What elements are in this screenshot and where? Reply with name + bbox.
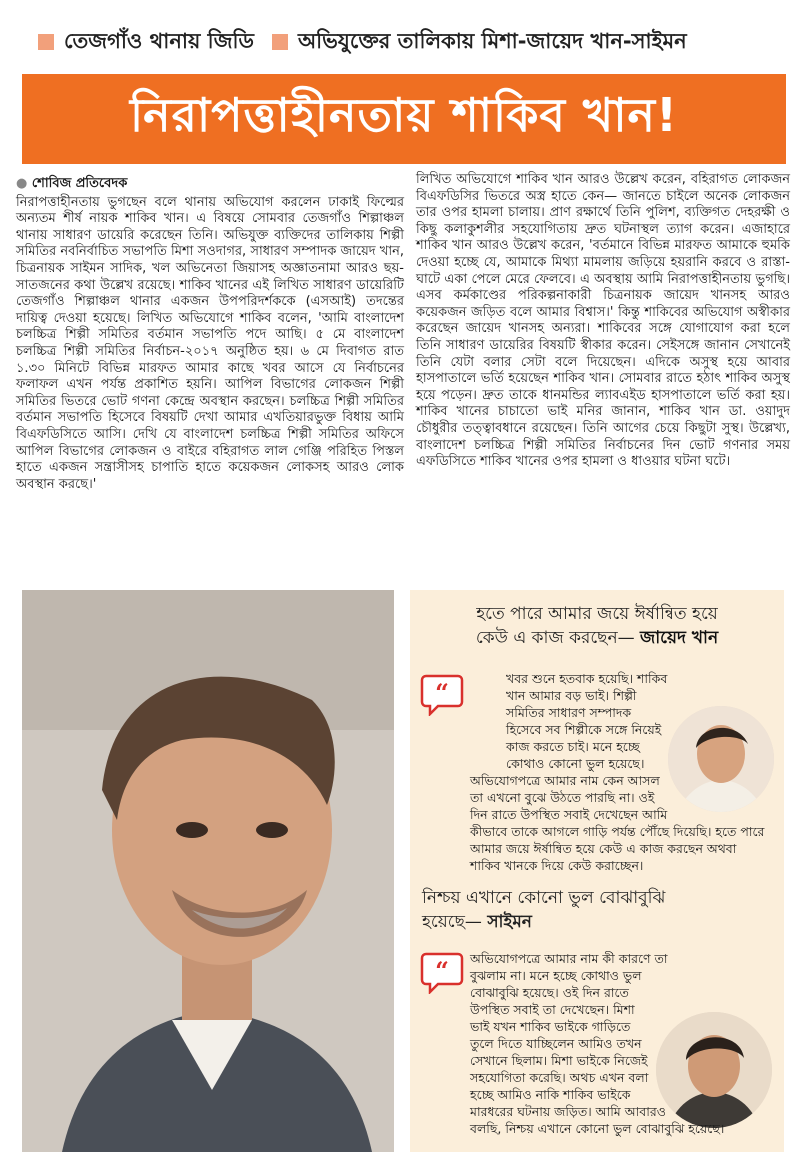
quote2-speaker: সাইমন [487,912,532,932]
quote2-text [470,950,772,1137]
byline [16,176,404,193]
quote-bubble-icon [420,950,464,994]
square-bullet-icon [38,34,54,50]
quote1-heading [420,602,774,650]
quote2-heading-text: হয়েছে— [422,912,482,932]
quote1-speaker: জায়েদ খান [640,628,719,648]
quote1-heading-line1: হতে পারে আমার জয়ে ঈর্ষান্বিত হয়ে [476,604,718,624]
svg-text:“: “ [435,956,449,985]
portrait-illustration [22,590,394,1152]
quote1-heading-text: কেউ এ কাজ করছেন— [475,628,635,648]
byline-text: শোবিজ প্রতিবেদক [31,176,128,191]
main-photo [22,590,394,1152]
quote2-heading-line2 [422,910,772,934]
article-text-left: নিরাপত্তাহীনতায় ভুগছেন বলে থানায় অভিযোগ করলেন ঢাকাই ফিল্মের অন্যতম শীর্ষ নায়ক শাকিব খান। এ বিষয়ে সোমবার তেজগাঁও শিল্পাঞ্চল থানায় সাধারণ ডায়েরি করেছেন তিনি। অভিযুক্ত ব্যক্তিদের তালিকায় শিল্পী সমিতির নবনির্বাচিত সভাপতি মিশা সওদাগর, সাধারণ সম্পাদক জায়েদ খান, চিত্রনায়ক সাইমন সাদিক, খল অভিনেতা জিয়াসহ অজ্ঞাতনামা আরও ছয়-সাতজনের কথা উল্লেখ রয়েছে। শাকিব খানের এই লিখিত সাধারণ ডায়েরিটি তেজগাঁও শিল্পাঞ্চল থানার একজন উপপরিদর্শককে (এসআই) তদন্তের দায়িত্ব দেওয়া হয়েছে। লিখিত অভিযোগে শাকিব বলেন, 'আমি বাংলাদেশ চলচ্চিত্র শিল্পী সমিতির বর্তমান সভাপতি পদে আছি। ৫ মে বাংলাদেশ চলচ্চিত্র শিল্পী সমিতির নির্বাচন-২০১৭ অনুষ্ঠিত হয়। ৬ মে দিবাগত রাত ১.৩০ মিনিটে বিভিন্ন মারফত আমার কাছে খবর আসে যে নির্বাচনের ফলাফল এখন পর্যন্ত প্রকাশিত হয়নি। আপিল বিভাগের লোকজন শিল্পী সমিতির ভিতরে ভোট গণনা কেন্দ্রে অবস্থান করছেন। চলচ্চিত্র শিল্পী সমিতির বর্তমান সভাপতি হিসেবে বিষয়টি দেখা আমার এখতিয়ারভুক্ত বিধায় আমি বিএফডিসিতে আসি। দেখি যে বাংলাদেশ চলচ্চিত্র শিল্পী সমিতির অফিসে আপিল বিভাগের লোকজন ও বাইরে বহিরাগত লাল গেঞ্জি পরিহিত পিস্তল হাতে একজন সন্ত্রাসীসহ চাপাতি হাতে কয়েকজন লোকসহ আরও লোক অবস্থান করছে।' [16,194,404,492]
kicker-text: তেজগাঁও থানায় জিডি [64,28,254,53]
bullet-icon: ● [16,176,32,191]
kicker-item [272,25,687,60]
quote-bubble-icon [420,672,464,716]
quote2-heading-line1: নিশ্চয় এখানে কোনো ভুল বোঝাবুঝি [422,888,666,908]
square-bullet-icon [272,34,288,50]
kicker-item [38,25,254,60]
kicker-text: অভিযুক্তের তালিকায় মিশা-জায়েদ খান-সাইমন [297,28,687,53]
article-column-left [16,176,404,493]
svg-text:“: “ [435,678,449,707]
quote1-heading-line2 [420,626,774,650]
quote1-text-body: খবর শুনে হতবাক হয়েছি। শাকিব খান আমার বড় ভাই। শিল্পী সমিতির সাধারণ সম্পাদক হিসেবে সব শিল্পীকে সঙ্গে নিয়েই কাজ করতে চাই। মনে হচ্ছে কোথাও কোনো ভুল হয়েছে। অভিযোগপত্রে আমার নাম কেন আসল তা এখনো বুঝে উঠতে পারছি না। ওই দিন রাতে উপস্থিত সবাই দেখেছেন আমি কীভাবে তাকে আগলে গাড়ি পর্যন্ত পৌঁছে দিয়েছি। হতে পারে আমার জয়ে ঈর্ষান্বিত হয়ে কেউ এ কাজ করছেন অথবা শাকিব খানকে দিয়ে কেউ করাচ্ছেন। [470,671,765,873]
kicker-line [38,24,784,60]
quote2-text-body: অভিযোগপত্রে আমার নাম কী কারণে তা বুঝলাম না। মনে হচ্ছে কোথাও ভুল বোঝাবুঝি হয়েছে। ওই দিন রাতে উপস্থিত সবাই তা দেখেছেন। মিশা ভাই যখন শাকিব ভাইকে গাড়িতে তুলে দিতে যাচ্ছিলেন আমিও তখন সেখানে ছিলাম। মিশা ভাইকে নিজেই সহযোগিতা করেছি। অথচ এখন বলা হচ্ছে আমিও নাকি শাকিব ভাইকে মারধরের ঘটনায় জড়িত। আমি আবারও বলছি, নিশ্চয় এখানে কোনো ভুল বোঝাবুঝি হয়েছে। [470,951,725,1136]
article-text-right: লিখিত অভিযোগে শাকিব খান আরও উল্লেখ করেন, বহিরাগত লোকজন বিএফডিসির ভিতরে অস্ত্র হাতে কেন— জানতে চাইলে অনেক লোকজন তার ওপর হামলা চালায়। প্রাণ রক্ষার্থে তিনি পুলিশ, ব্যক্তিগত দেহরক্ষী ও কিছু কলাকুশলীর সহযোগিতায় দ্রুত ঘটনাস্থল ত্যাগ করেন। এজাহারে শাকিব খান আরও উল্লেখ করেন, 'বর্তমানে বিভিন্ন মারফত আমাকে হুমকি দেওয়া হচ্ছে যে, আমাকে মিথ্যা মামলায় জড়িয়ে হয়রানি করবে ও রাস্তা-ঘাটে একা পেলে মেরে ফেলবে। এ অবস্থায় আমি নিরাপত্তাহীনতায় ভুগছি। এসব কর্মকাণ্ডের পরিকল্পনাকারী চিত্রনায়ক জায়েদ খানসহ আরও কয়েকজন জড়িত বলে আমার বিশ্বাস।' কিন্তু শাকিবের অভিযোগ অস্বীকার করেছেন জায়েদ খানসহ অন্যরা। শাকিবের সঙ্গে যোগাযোগ করা হলে তিনি সাধারণ ডায়েরির বিষয়টি স্বীকার করেন। সেইসঙ্গে জানান সেখানেই তিনি যেটা বলার সেটা বলে দিয়েছেন। এদিকে অসুস্থ হয়ে আবার হাসপাতালে ভর্তি হয়েছেন শাকিব খান। সোমবার রাতে হঠাৎ শাকিব অসুস্থ হয়ে পড়েন। দ্রুত তাকে ধানমন্ডির ল্যাবএইড হাসপাতালে ভর্তি করা হয়। শাকিব খানের চাচাতো ভাই মনির জানান, শাকিব খান ডা. ওয়াদুদ চৌধুরীর তত্ত্বাবধানে রয়েছেন। তিনি আগের চেয়ে কিছুটা সুস্থ। উল্লেখ্য, বাংলাদেশ চলচ্চিত্র শিল্পী সমিতির নির্বাচনের দিন ভোট গণনার সময় এফডিসিতে শাকিব খানের ওপর হামলা ও ধাওয়ার ঘটনা ঘটে। [416,172,790,470]
quote1-text [470,670,770,874]
headline-banner [22,74,786,164]
article-column-right [416,172,790,471]
headline: নিরাপত্তাহীনতায় শাকিব খান! [130,88,678,142]
quote2-heading [422,886,772,934]
